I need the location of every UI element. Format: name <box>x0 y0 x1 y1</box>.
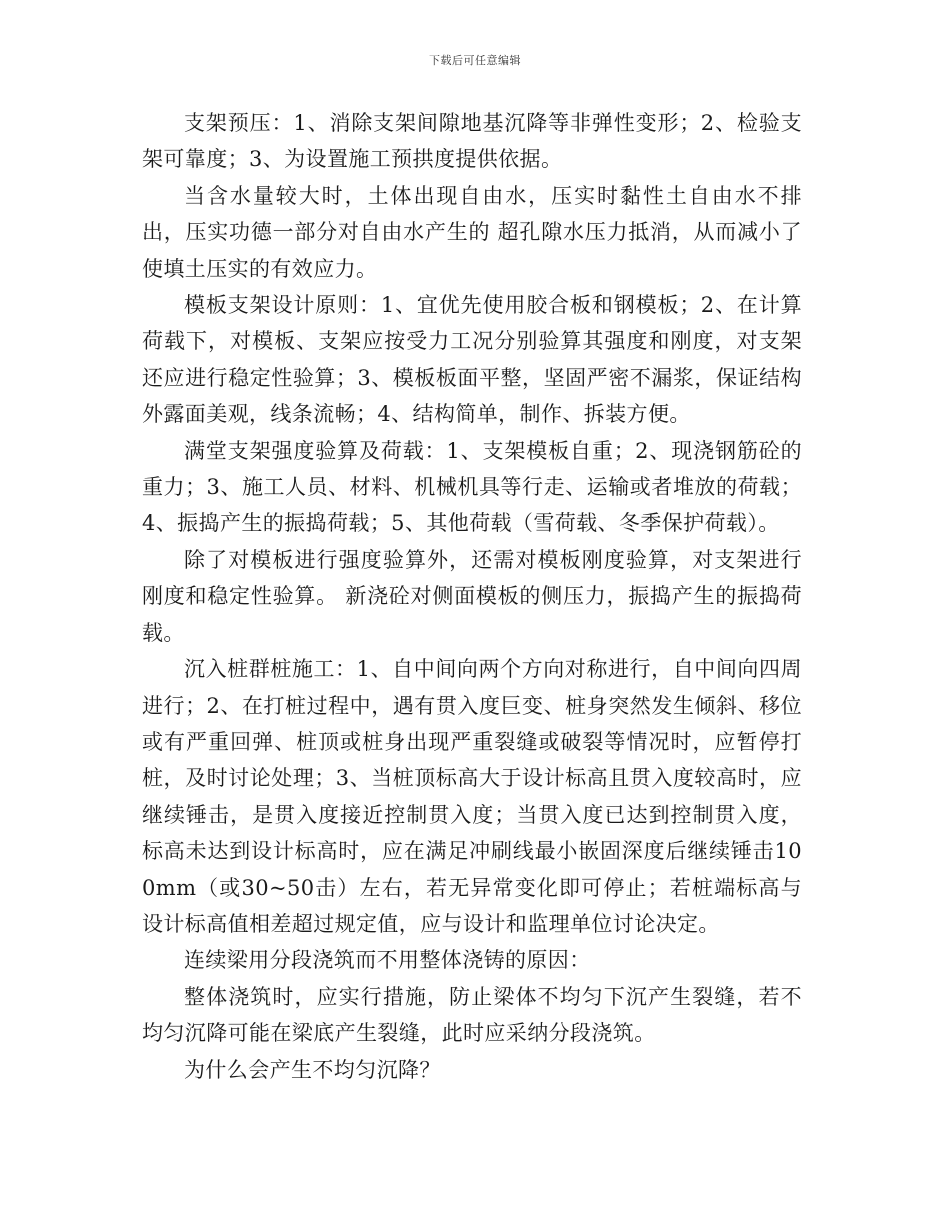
paragraph-question: 为什么会产生不均匀沉降？ <box>184 1057 441 1082</box>
document-body <box>142 105 802 1088</box>
paragraph-formwork-design: 模板支架设计原则：1、宜优先使用胶合板和钢模板；2、在计算荷载下，对模板、支架应按受力工况分别验算其强度和刚度，对支架还应进行稳定性验算；3、模板板面平整，坚固严密不漏浆，保证结构外露面美观，线条流畅；4、结构简单，制作、拆装方便。 <box>142 293 802 427</box>
paragraph-support-loads: 满堂支架强度验算及荷载：1、支架模板自重；2、现浇钢筋砼的重力；3、施工人员、材料、机械机具等行走、运输或者堆放的荷载；4、振捣产生的振捣荷载；5、其他荷载（雪荷载、冬季保护荷载）。 <box>142 438 802 536</box>
paragraph-pile-construction: 沉入桩群桩施工：1、自中间向两个方向对称进行，自中间向四周进行；2、在打桩过程中，遇有贯入度巨变、桩身突然发生倾斜、移位或有严重回弹、桩顶或桩身出现严重裂缝或破裂等情况时，应暂停打桩，及时讨论处理；3、当桩顶标高大于设计标高且贯入度较高时，应继续锤击，是贯入度接近控制贯入度；当贯入度已达到控制贯入度，标高未达到设计标高时，应在满足冲刷线最小嵌固深度后继续锤击100mm（或30~50击）左右，若无异常变化即可停止；若桩端标高与设计标高值相差超过规定值，应与设计和监理单位讨论决定。 <box>142 657 802 936</box>
paragraph-stiffness-check: 除了对模板进行强度验算外，还需对模板刚度验算，对支架进行刚度和稳定性验算。 新浇砼对侧面模板的侧压力，振捣产生的振捣荷载。 <box>142 547 802 645</box>
page-header-note: 下载后可任意编辑 <box>429 54 521 67</box>
paragraph-support-preloading: 支架预压：1、消除支架间隙地基沉降等非弹性变形；2、检验支架可靠度；3、为设置施工预拱度提供依据。 <box>142 111 802 172</box>
paragraph-water-content: 当含水量较大时，土体出现自由水，压实时黏性土自由水不排出，压实功德一部分对自由水产生的 超孔隙水压力抵消，从而减小了使填土压实的有效应力。 <box>142 183 802 281</box>
paragraph-uneven-settlement: 整体浇筑时，应实行措施，防止梁体不均匀下沉产生裂缝，若不均匀沉降可能在梁底产生裂缝，此时应采纳分段浇筑。 <box>142 984 802 1046</box>
paragraph-segment-casting-heading: 连续梁用分段浇筑而不用整体浇铸的原因： <box>184 948 591 973</box>
